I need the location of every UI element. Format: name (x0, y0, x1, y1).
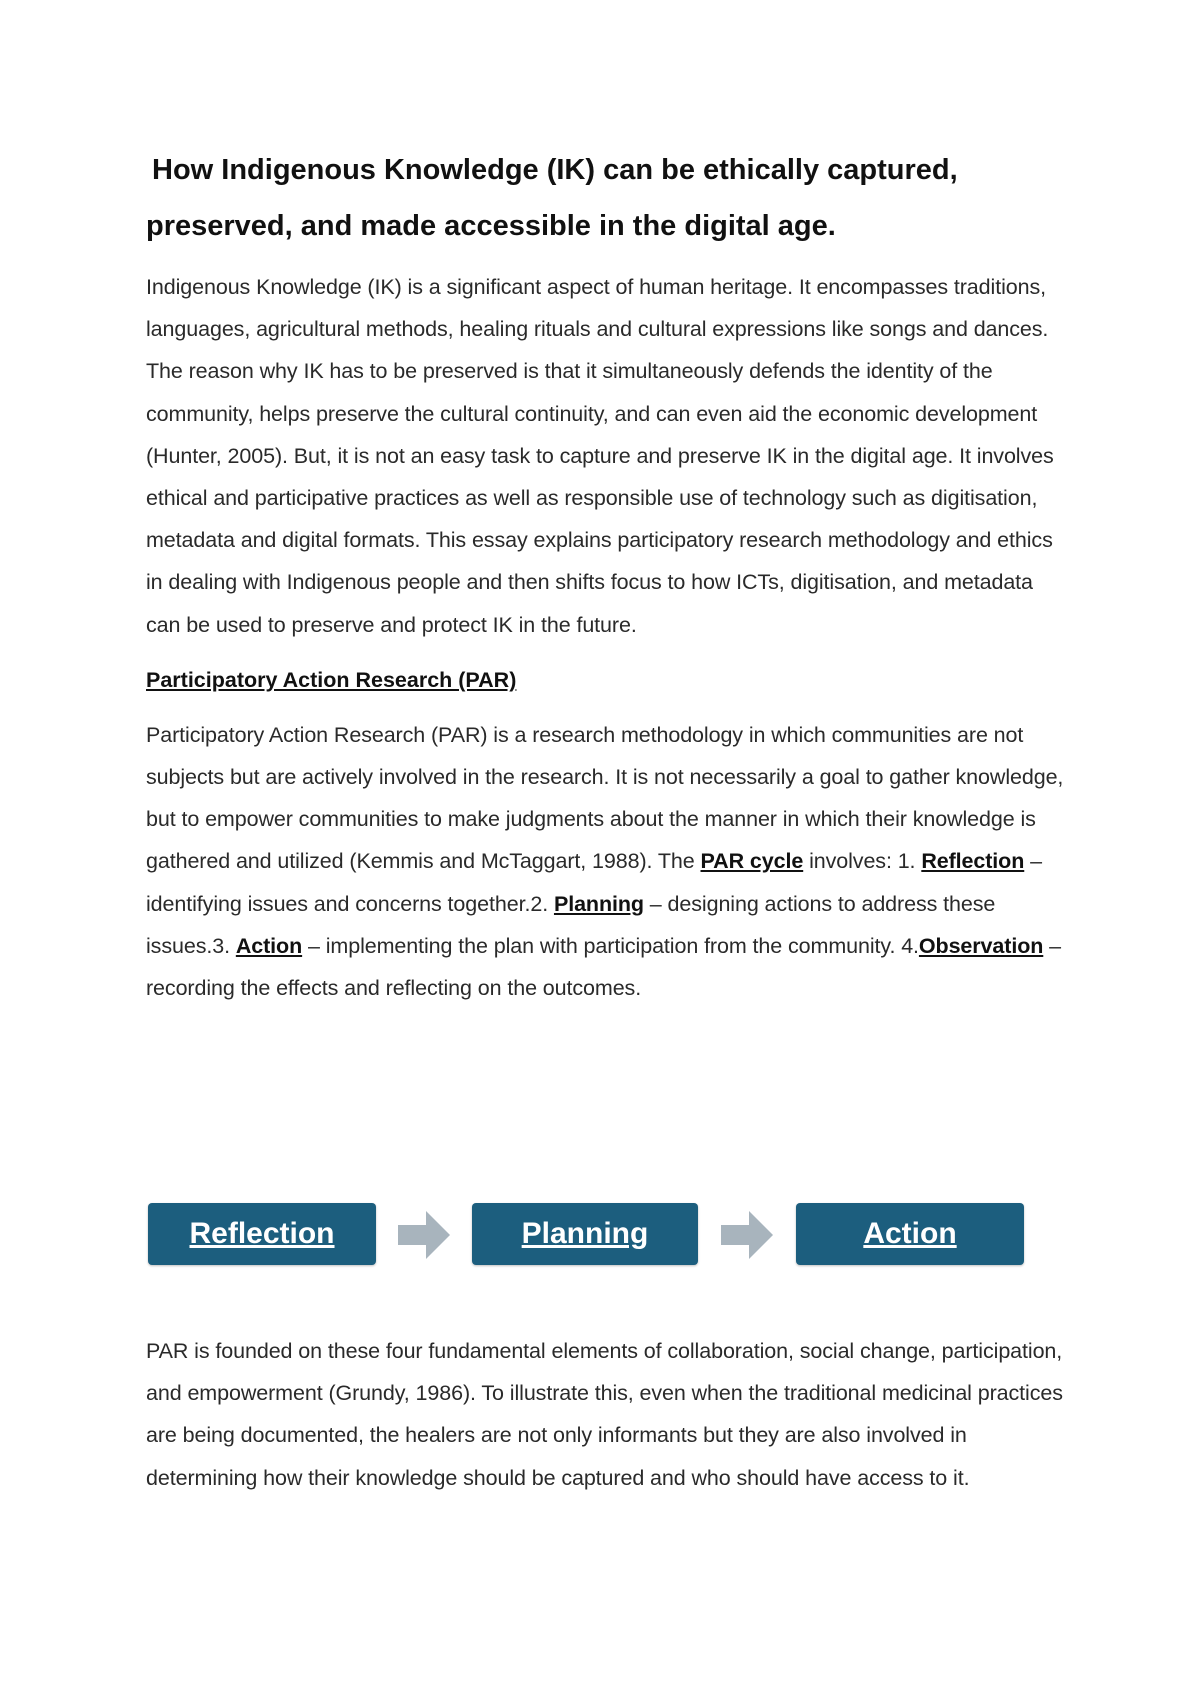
par-text-2: involves: 1. (803, 849, 922, 874)
par-text-5: – implementing the plan with participation from the community. 4. (302, 933, 919, 958)
par-text-4: – designing actions to address these issues.3. (146, 891, 996, 958)
par-text-6: – recording the effects and reflecting on the outcomes. (146, 933, 1062, 1001)
flow-step-reflection: Reflection (148, 1203, 376, 1265)
term-par-cycle: PAR cycle (700, 849, 804, 874)
title-line-1: How Indigenous Knowledge (IK) can be ethically captured, (152, 154, 958, 186)
term-planning: Planning (553, 891, 644, 916)
term-observation: Observation (918, 933, 1044, 958)
title-line-2: preserved, and made accessible in the digital age. (146, 210, 836, 242)
flow-step-planning: Planning (472, 1203, 698, 1265)
term-action: Action (235, 933, 303, 958)
closing-paragraph: PAR is founded on these four fundamental elements of collaboration, social change, participation, and empowerment (Grundy, 1986). To illustrate this, even when the traditional medicinal practices are being documented, the healers are not only informants but they are also involved in determining how their knowledge should be captured and who should have access to it. (146, 1339, 1063, 1490)
document-body (146, 142, 1066, 1009)
par-text-3: – identifying issues and concerns together.2. (146, 849, 1042, 916)
par-text-1: Participatory Action Research (PAR) is a research methodology in which communities are not subjects but are actively involved in the research. It is not necessarily a goal to gather knowledge, but to empower communities to make judgments about the manner in which their knowledge is gathered and utilized (Kemmis and McTaggart, 1988). The (146, 722, 1064, 874)
par-cycle-diagram (148, 1203, 1028, 1267)
par-paragraph (146, 714, 1066, 1009)
right-arrow-icon (398, 1211, 450, 1259)
term-reflection: Reflection (921, 849, 1025, 874)
intro-paragraph: Indigenous Knowledge (IK) is a significant aspect of human heritage. It encompasses traditions, languages, agricultural methods, healing rituals and cultural expressions like songs and dances. The reason why IK has to be preserved is that it simultaneously defends the identity of the community, helps preserve the cultural continuity, and can even aid the economic development (Hunter, 2005). But, it is not an easy task to capture and preserve IK in the digital age. It involves ethical and participative practices as well as responsible use of technology such as digitisation, metadata and digital formats. This essay explains participatory research methodology and ethics in dealing with Indigenous people and then shifts focus to how ICTs, digitisation, and metadata can be used to preserve and protect IK in the future. (146, 275, 1054, 637)
right-arrow-icon (721, 1211, 773, 1259)
document-title (146, 142, 1066, 254)
flow-step-action: Action (796, 1203, 1024, 1265)
closing-section (146, 1330, 1066, 1499)
section-heading-par: Participatory Action Research (PAR) (146, 667, 517, 692)
